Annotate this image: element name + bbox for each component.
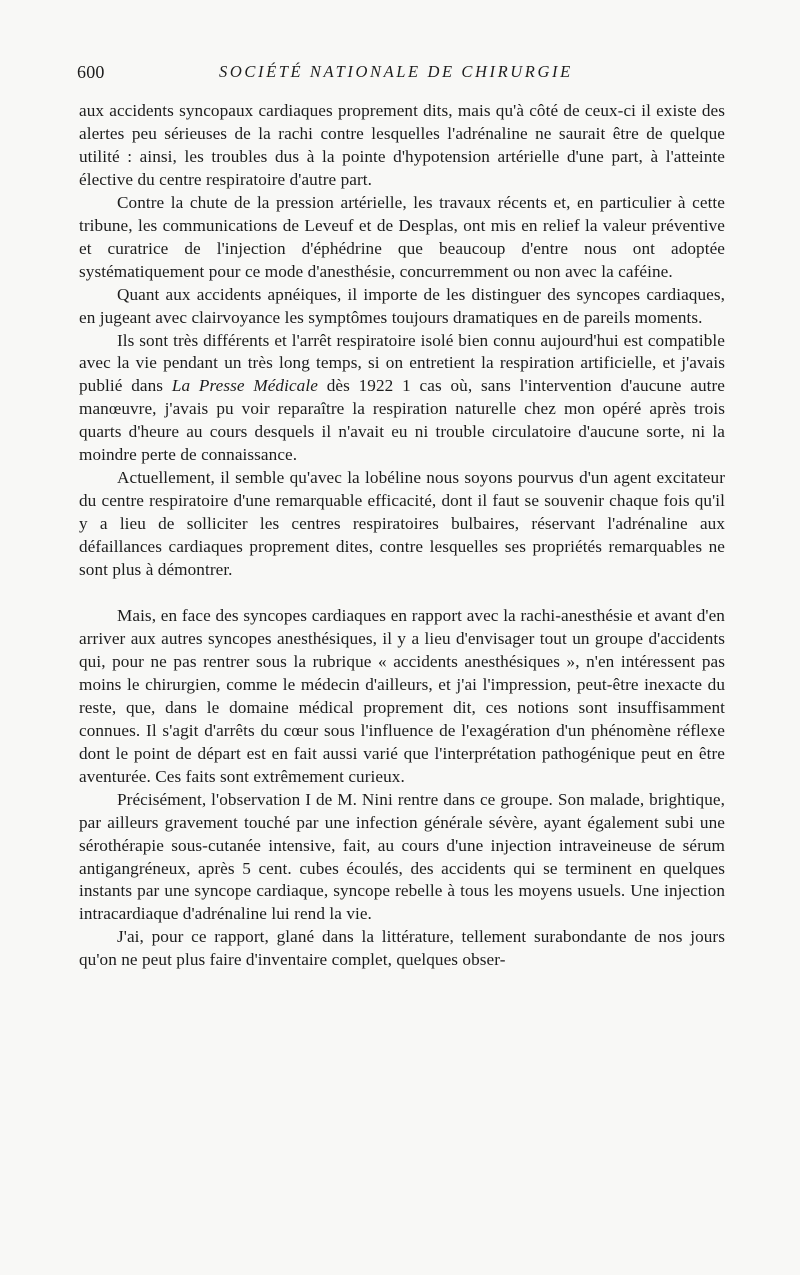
document-page (79, 62, 725, 1257)
article-body (79, 100, 725, 972)
body-paragraph-nini-observation: Précisément, l'observation I de M. Nini rentre dans ce groupe. Son malade, brightique, par ailleurs gravement touché par une infection générale sévère, ayant également subi une sérothérapie sous-cutanée intensive, fait, au cours d'une injection intraveineuse de sérum antigangréneux, après 5 cent. cubes écoulés, des accidents qui se terminent en quelques instants par une syncope cardiaque, syncope rebelle à tous les moyens usuels. Une injection intracardiaque d'adrénaline lui rend la vie. (79, 789, 725, 924)
running-title: SOCIÉTÉ NATIONALE DE CHIRURGIE (219, 62, 573, 81)
body-paragraph-respiratory-arrest (79, 330, 725, 468)
page-header (79, 62, 725, 90)
respiratory-arrest-text-after: dès 1922 1 cas où, sans l'intervention d'aucune autre manœuvre, j'avais pu voir reparaître la respiration naturelle chez mon opéré après trois quarts d'heure au cours desquels il n'avait eu ni trouble circulatoire d'aucune sorte, ni la moindre perte de connaissance. (79, 376, 726, 465)
body-paragraph-lobeline: Actuellement, il semble qu'avec la lobéline nous soyons pourvus d'un agent excitateur du centre respiratoire d'une remarquable efficacité, dont il faut se souvenir chaque fois qu'il y a lieu de solliciter les centres respiratoires bulbaires, réservant l'adrénaline aux défaillances cardiaques proprement dites, contre lesquelles ses propriétés remarquables ne sont plus à démontrer. (79, 468, 725, 580)
body-paragraph-apneic-accidents: Quant aux accidents apnéiques, il importe de les distinguer des syncopes cardiaques, en jugeant avec clairvoyance les symptômes toujours dramatiques en de pareils moments. (79, 284, 725, 327)
respiratory-arrest-text-before: Ils sont très différents et l'arrêt respiratoire isolé bien connu aujourd'hui est compatible avec la vie pendant un très long temps, si on entretient la respiration artificielle, et j'avais publié dans (79, 330, 725, 396)
body-paragraph-continuation: aux accidents syncopaux cardiaques proprement dits, mais qu'à côté de ceux-ci il existe des alertes peu sérieuses de la rachi contre lesquelles l'adrénaline ne saurait être de quelque utilité : ainsi, les troubles dus à la pointe d'hypotension artérielle d'une part, à l'atteinte élective du centre respiratoire d'autre part. (79, 101, 725, 189)
body-paragraph-blood-pressure: Contre la chute de la pression artérielle, les travaux récents et, en particulier à cette tribune, les communications de Leveuf et de Desplas, ont mis en relief la valeur préventive et curatrice de l'injection d'éphédrine que beaucoup d'entre nous ont adoptée systématiquement pour ce mode d'anesthésie, concurremment ou non avec la caféine. (79, 192, 725, 281)
body-paragraph-literature-review: J'ai, pour ce rapport, glané dans la littérature, tellement surabondante de nos jours qu'on ne peut plus faire d'inventaire complet, quelques obser- (79, 927, 725, 970)
page-number: 600 (77, 62, 105, 82)
journal-title: La Presse Médicale (171, 376, 318, 396)
body-paragraph-reflex-syncope: Mais, en face des syncopes cardiaques en rapport avec la rachi-anesthésie et avant d'en arriver aux autres syncopes anesthésiques, il y a lieu d'envisager tout un groupe d'accidents qui, pour ne pas rentrer sous la rubrique « accidents anesthésiques », n'en intéressent pas moins le chirurgien, comme le médecin d'ailleurs, et j'ai l'impression, peut-être inexacte du reste, que, dans le domaine médical proprement dit, ces notions sont insuffisamment connues. Il s'agit d'arrêts du cœur sous l'influence de l'exagération d'un phénomène réflexe dont le point de départ est en fait aussi varié que l'interprétation pathogénique peut en être aventurée. Ces faits sont extrêmement curieux. (79, 606, 725, 786)
